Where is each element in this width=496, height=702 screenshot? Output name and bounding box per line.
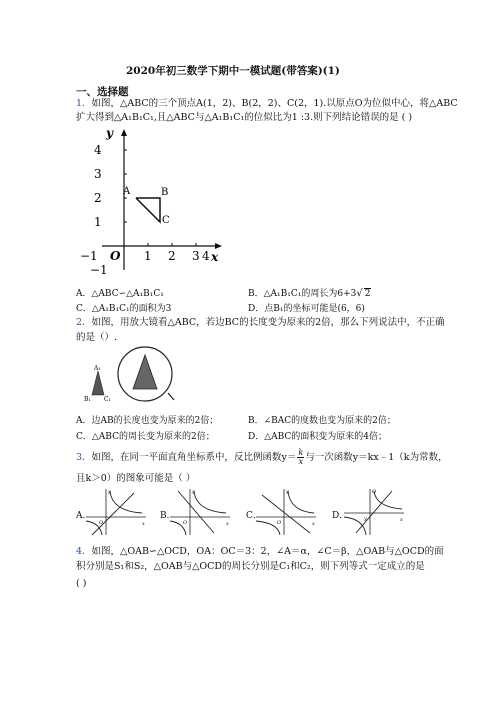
- q3-d-y: y: [364, 516, 367, 522]
- q1-y-label: y: [106, 126, 113, 140]
- q3-option-b-label: B．: [160, 511, 176, 521]
- q3-graph-a: [84, 487, 148, 537]
- q2-small-triangle: [92, 371, 104, 395]
- q1-origin-label: O: [110, 249, 121, 263]
- q2-label-a: A₁: [94, 365, 101, 372]
- q1-ytick-4: 4: [94, 143, 102, 157]
- q3-a-o: O: [99, 520, 104, 526]
- q3-a-y: y: [108, 489, 111, 495]
- q1-option-c: C．△A₁B₁C₁的面积为3: [76, 304, 172, 314]
- page-title: 2020年初三数学下期中一模试题(带答案)(1): [126, 65, 340, 77]
- q1-triangle-abc: [136, 198, 160, 222]
- q2-option-b: B．∠BAC的度数也变为原来的2倍；: [248, 416, 396, 426]
- q3-number: 3．: [76, 452, 92, 463]
- q3-d-x: x: [400, 517, 403, 523]
- q3-d-o: O: [372, 489, 377, 495]
- q3-option-c-label: C．: [246, 511, 262, 521]
- q2-option-a: A．边AB的长度也变为原来的2倍；: [76, 416, 219, 426]
- q3-line1: [76, 449, 448, 466]
- q3-frac-num: k: [298, 448, 304, 457]
- q2-label-b: B₁: [84, 396, 91, 403]
- q2-line2: 的是（）.: [76, 332, 118, 343]
- q2-option-c: C．△ABC的周长变为原来的2倍；: [76, 432, 215, 442]
- q1-option-d: D．点B₁的坐标可能是(6，6): [248, 304, 365, 314]
- section-heading: 一、选择题: [76, 86, 129, 98]
- q1-x-label: x: [211, 250, 219, 264]
- q1-line2: 扩大得到△A₁B₁C₁,且△ABC与△A₁B₁C₁的位似比为1 :3.则下列结论错误的是 ( ): [76, 112, 413, 123]
- q2-label-c: C₁: [104, 396, 111, 403]
- q1-xtick-label: 3: [192, 249, 200, 263]
- q1-ytick-neg1: −1: [90, 263, 108, 277]
- q1-ytick-2: 2: [94, 191, 102, 205]
- q2-option-d: D．△ABC的面积变为原来的4倍；: [248, 432, 388, 442]
- q1-option-b-text: B．△A₁B₁C₁的周长为6+3: [248, 289, 357, 299]
- q1-y-arrow-icon: [121, 129, 127, 136]
- q3-c-x: x: [312, 521, 315, 527]
- q1-point-b-label: B: [161, 187, 169, 198]
- q3-a-x: x: [142, 521, 145, 527]
- q3-graph-c: [254, 487, 318, 537]
- q3-b-y: y: [192, 489, 195, 495]
- q1-xtick-label: 2: [168, 249, 176, 263]
- q1-ytick-3: 3: [94, 167, 102, 181]
- q1-xtick-label: 1: [144, 249, 152, 263]
- q4-line3: ( ): [76, 578, 87, 589]
- q2-magnifier-handle: [168, 393, 174, 400]
- q1-option-b: B．△A₁B₁C₁的周长为6+3√ 2: [248, 288, 371, 299]
- q4-line1: [76, 545, 444, 558]
- q4-number: 4．: [76, 546, 92, 557]
- q3-option-a-label: A．: [76, 511, 92, 521]
- q1-xtick-label: −1: [80, 249, 98, 263]
- q1-number: 1．: [76, 98, 92, 109]
- q4-line2: 积分别是S₁和S₂，△OAB与△OCD的周长分别是C₁和C₂，则下列等式一定成立的是: [76, 561, 425, 572]
- q1-ytick-1: 1: [94, 215, 102, 229]
- q3-text-post: 与一次函数y＝kx﹣1（k为常数，: [305, 452, 448, 463]
- q1-xtick-label: 4: [202, 249, 210, 263]
- q3-graph-d: [342, 487, 406, 537]
- q1-option-b-radicand: 2: [364, 289, 371, 299]
- q3-b-x: x: [226, 521, 229, 527]
- q1-text-line1: 如图，△ABC的三个顶点A(1，2)、B(2，2)、C(2，1).以原点O为位似中心，将△ABC: [91, 98, 458, 109]
- q3-b-o: O: [183, 520, 188, 526]
- q4-text-line1: 如图，△OAB∽△OCD，OA：OC＝3：2，∠A＝α，∠C＝β，△OAB与△OCD的面: [91, 546, 444, 557]
- q3-frac-den: x: [298, 457, 304, 466]
- q3-c-y: y: [286, 489, 289, 495]
- q2-text-line1: 如图，用放大镜看△ABC，若边BC的长度变为原来的2倍，那么下列说法中，不正确: [91, 317, 445, 328]
- q2-number: 2．: [76, 317, 92, 328]
- q3-graph-b: [168, 487, 232, 537]
- q1-x-arrow-icon: [215, 243, 222, 249]
- q3-line2: 且k＞0）的图象可能是（ ）: [76, 473, 196, 484]
- q3-c-o: O: [277, 520, 282, 526]
- q1-option-a: A．△ABC∽△A₁B₁C₁: [76, 289, 164, 299]
- q1-point-a-label: A: [123, 186, 131, 197]
- q1-coordinate-figure: [76, 124, 226, 279]
- q2-large-triangle: [133, 355, 157, 389]
- q1-point-c-label: C: [162, 215, 170, 226]
- q3-option-d-label: D．: [332, 511, 349, 521]
- q2-line1: [76, 316, 445, 329]
- q3-text-pre: 如图，在同一平面直角坐标系中，反比例函数y＝: [91, 452, 297, 463]
- q3-fraction: [297, 449, 304, 466]
- q2-magnifier-figure: [80, 345, 190, 407]
- q1-line1: [76, 97, 458, 110]
